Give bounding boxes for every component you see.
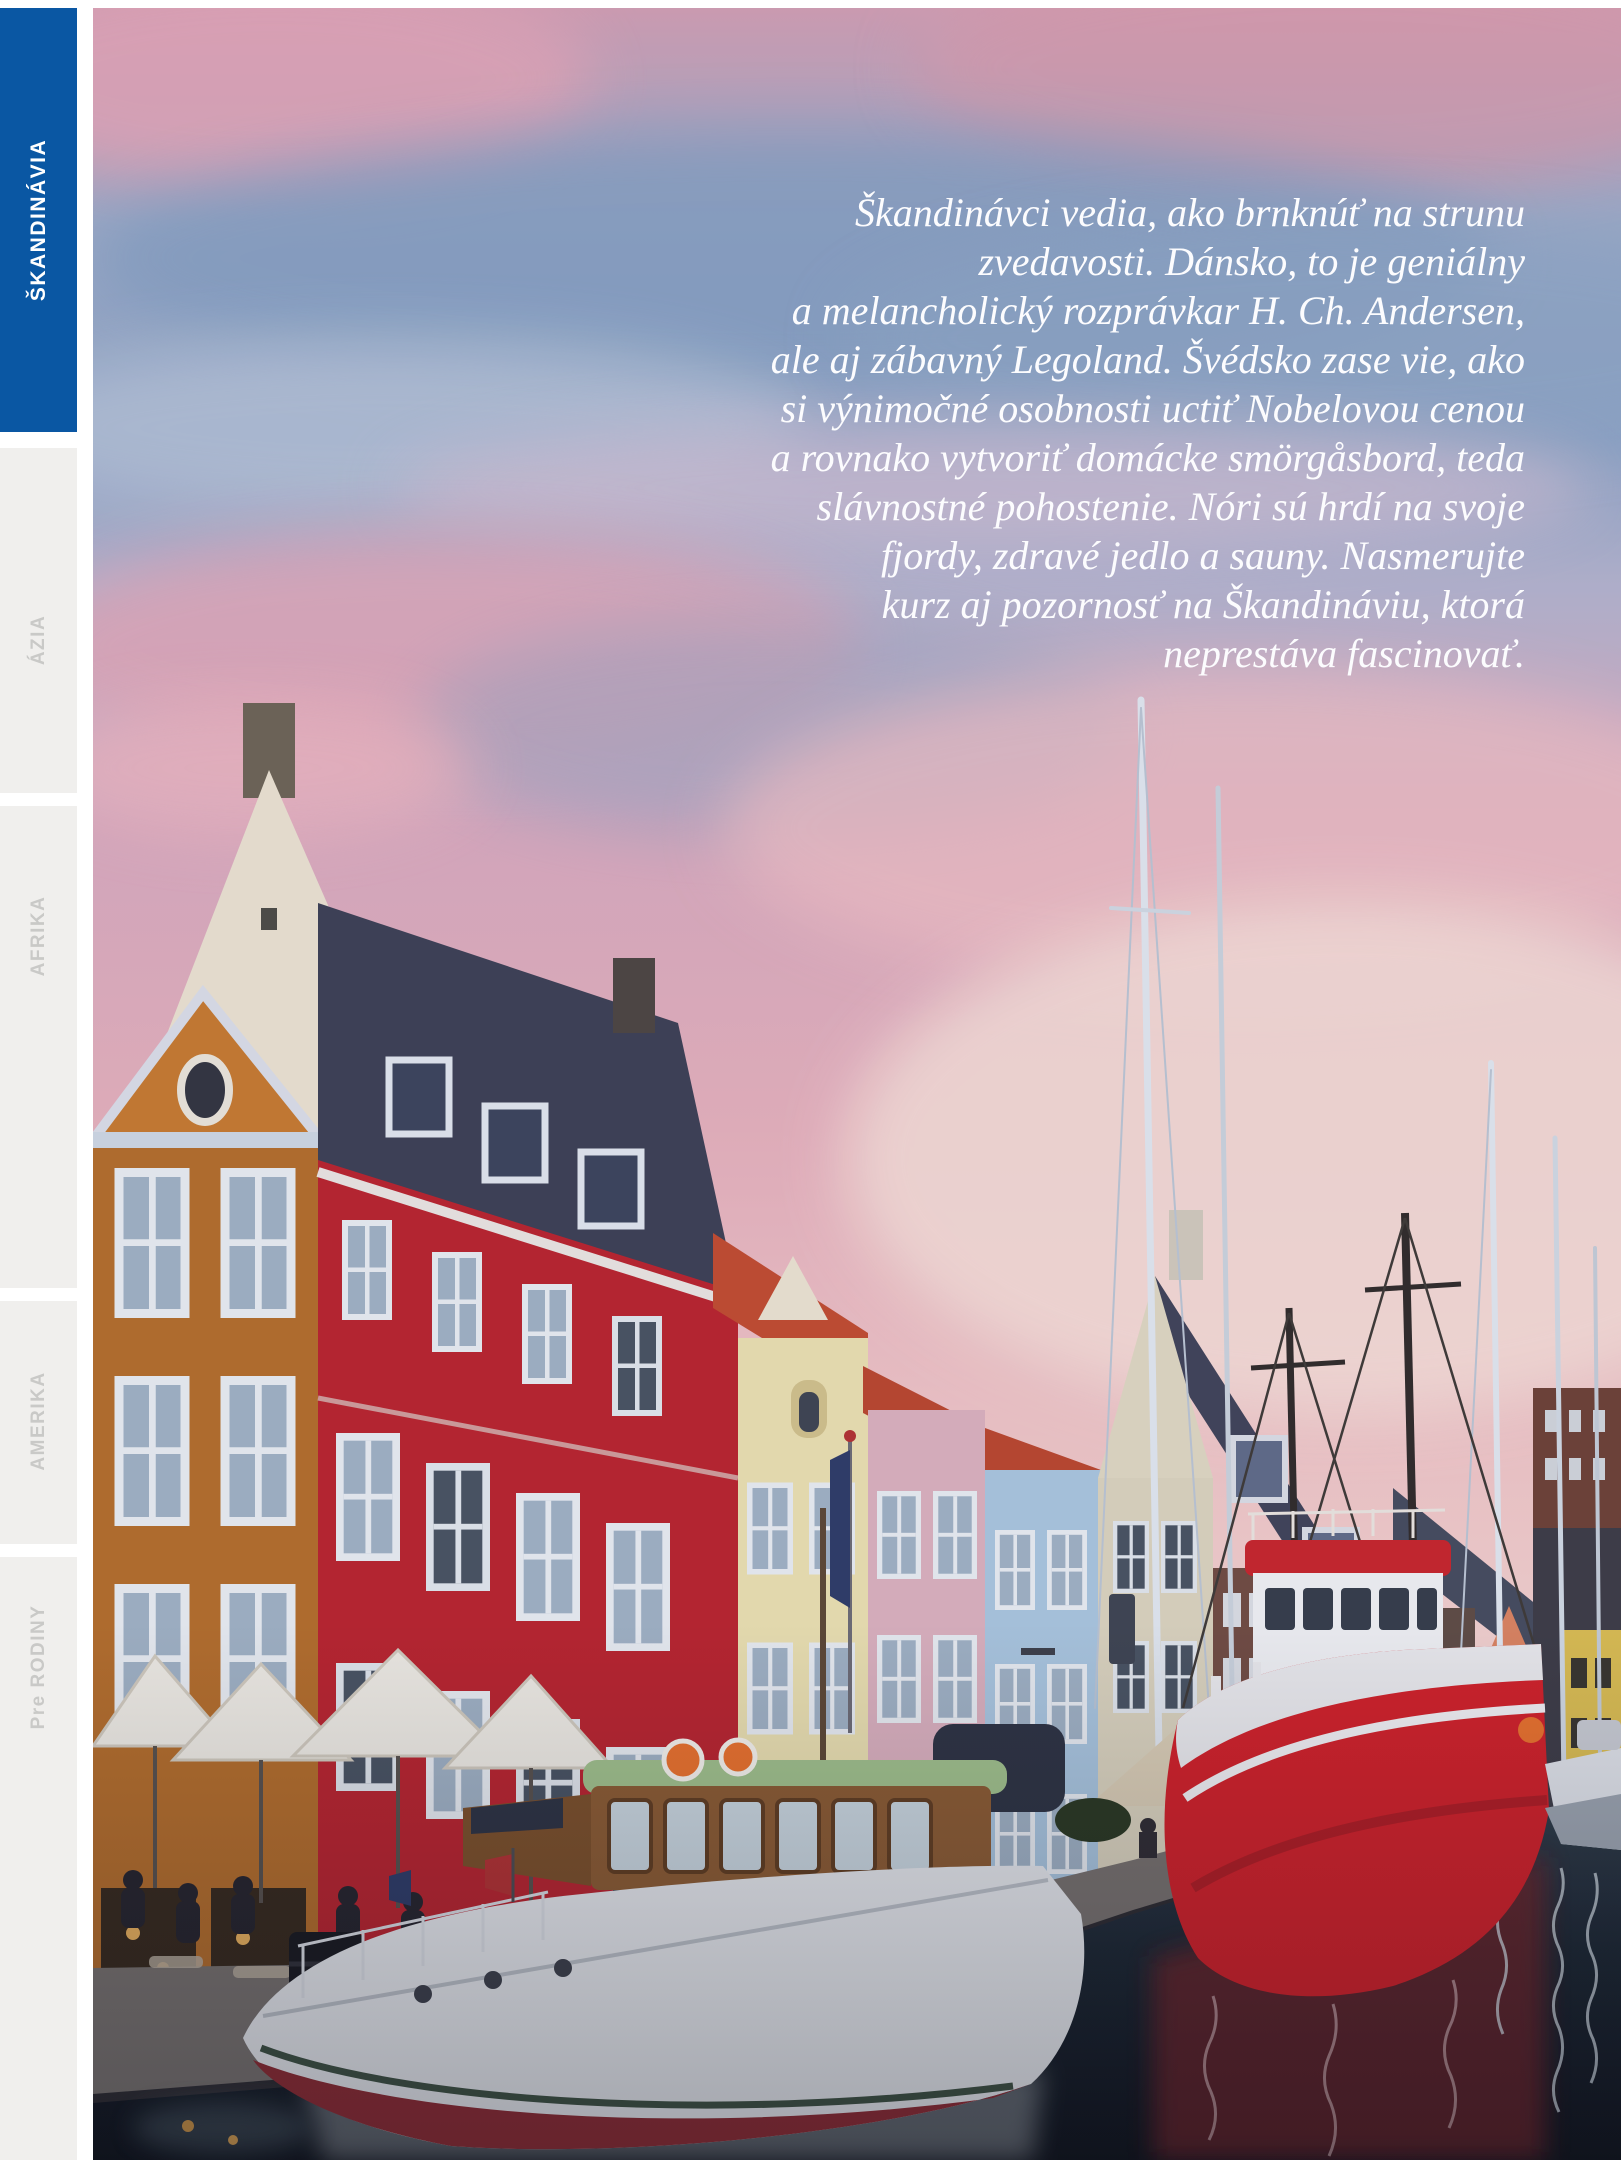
sidebar-tab-skandinavia[interactable] xyxy=(0,8,77,432)
caption-line: si výnimočné osobnosti uctiť Nobelovou cenou xyxy=(780,386,1525,431)
caption-line: ale aj zábavný Legoland. Švédsko zase vie, ako xyxy=(770,337,1525,382)
caption-line: fjordy, zdravé jedlo a sauny. Nasmerujte xyxy=(880,533,1525,578)
caption-line: kurz aj pozornosť na Škandináviu, ktorá xyxy=(881,582,1525,627)
sidebar-item-label: Pre RODINY xyxy=(27,1604,49,1730)
intro-caption xyxy=(771,188,1525,678)
sidebar-tab-label: ŠKANDINÁVIA xyxy=(26,138,50,302)
sidebar-item-pre-rodiny[interactable] xyxy=(0,1557,77,2160)
sidebar-item-label: ÁZIA xyxy=(27,614,49,666)
sidebar-item-amerika[interactable] xyxy=(0,1301,77,1544)
category-rail xyxy=(0,0,77,2160)
sidebar-item-label: AFRIKA xyxy=(27,895,49,977)
caption-line: zvedavosti. Dánsko, to je geniálny xyxy=(978,239,1525,284)
caption-line: a melancholický rozprávkar H. Ch. Andersen, xyxy=(791,288,1525,333)
hero-photo xyxy=(93,8,1621,2160)
caption-line: slávnostné pohostenie. Nóri sú hrdí na svoje xyxy=(816,484,1525,529)
caption-line: a rovnako vytvoriť domácke smörgåsbord, teda xyxy=(770,435,1525,480)
caption-line: Škandinávci vedia, ako brnknúť na strunu xyxy=(855,190,1525,235)
caption-line: neprestáva fascinovať. xyxy=(1163,631,1525,676)
sidebar-item-azia[interactable] xyxy=(0,448,77,793)
sidebar-item-afrika[interactable] xyxy=(0,806,77,1288)
sidebar-item-label: AMERIKA xyxy=(27,1371,49,1471)
